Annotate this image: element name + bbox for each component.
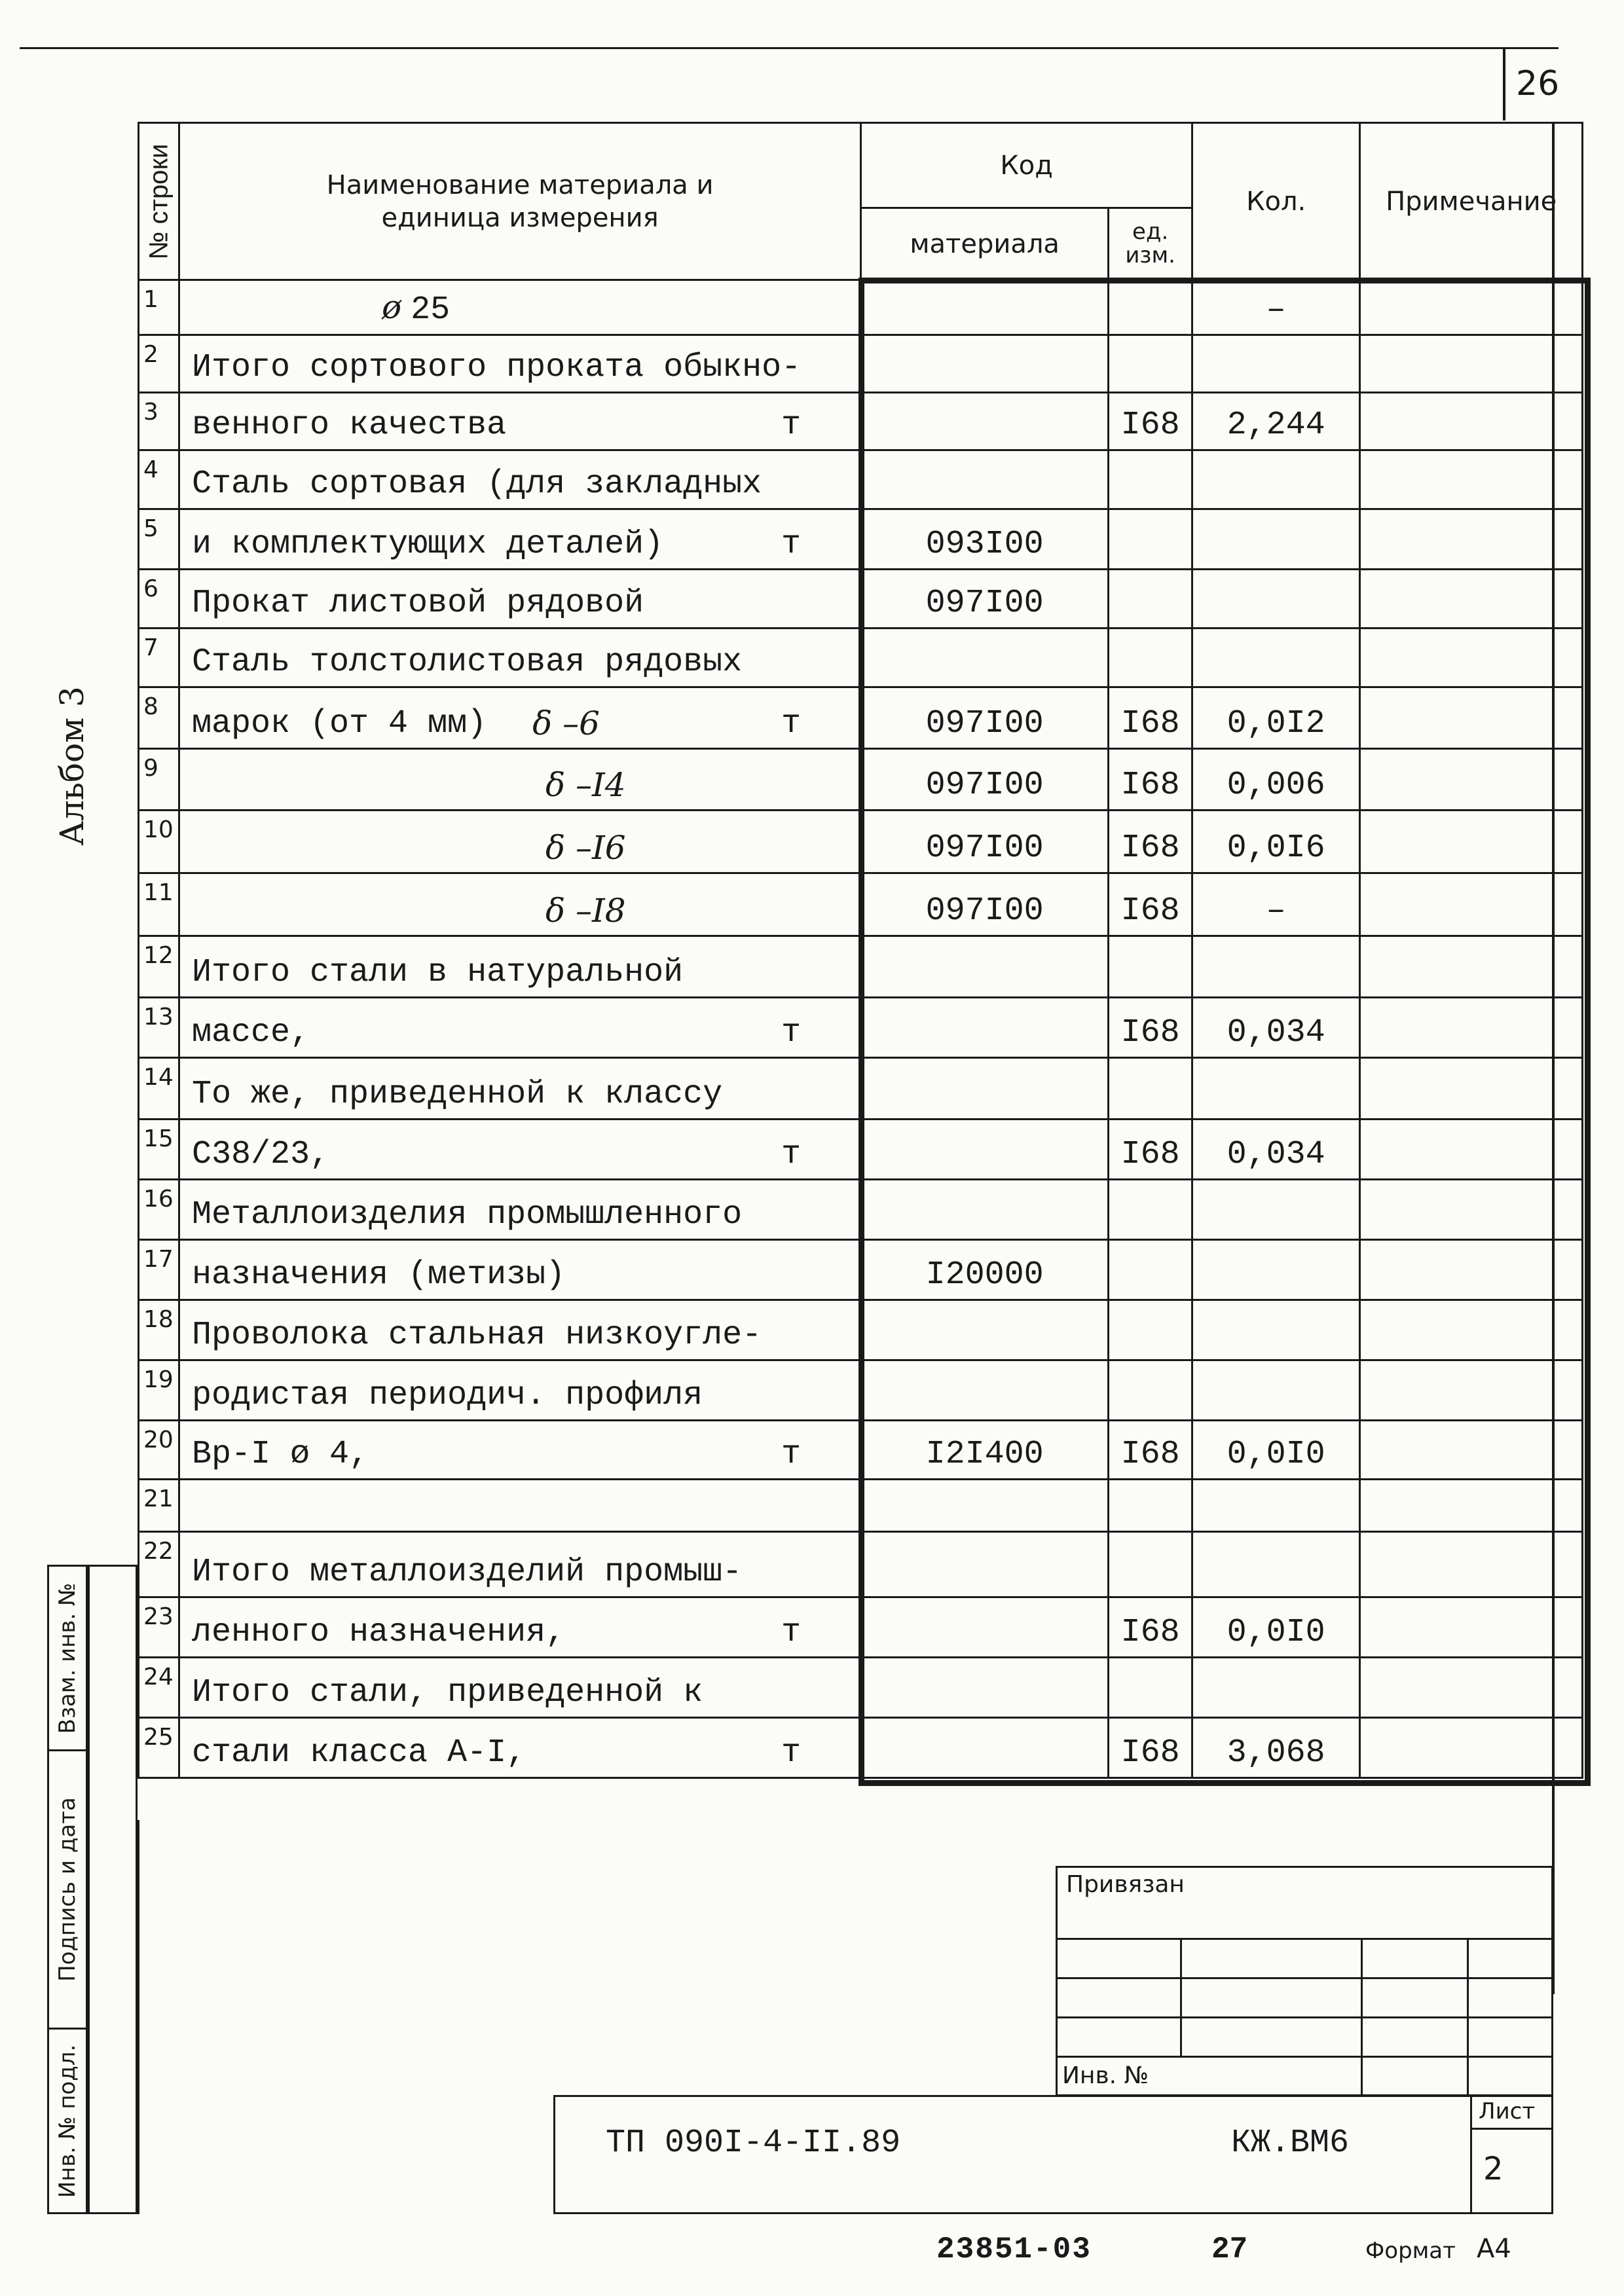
note: [1360, 1360, 1583, 1421]
material-name-text: Итого стали, приведенной к: [192, 1674, 703, 1711]
quantity: 0,006: [1192, 749, 1360, 811]
material-name: [179, 335, 861, 393]
quantity: [1192, 1058, 1360, 1120]
note: [1360, 936, 1583, 998]
material-code: [861, 1058, 1109, 1120]
material-code: 093I00: [861, 509, 1109, 570]
list-label: Лист: [1479, 2098, 1536, 2124]
material-code: 097I00: [861, 873, 1109, 936]
unit-code: I68: [1109, 687, 1192, 749]
material-code: [861, 629, 1109, 687]
row-number: 25: [139, 1718, 179, 1778]
unit-code: I68: [1109, 873, 1192, 936]
note: [1360, 393, 1583, 450]
table-row: [139, 1120, 1583, 1180]
stamp-inv-podl: [47, 2028, 88, 2214]
thickness-symbol: δ –I8: [545, 892, 626, 930]
unit-code: I68: [1109, 1120, 1192, 1180]
table-row: [139, 629, 1583, 687]
material-name: [179, 509, 861, 570]
note: [1360, 280, 1583, 335]
note: [1360, 1058, 1583, 1120]
unit-code: [1109, 280, 1192, 335]
table-row: [139, 998, 1583, 1058]
note: [1360, 335, 1583, 393]
table-row: [139, 687, 1583, 749]
unit-code: [1109, 1300, 1192, 1360]
quantity: –: [1192, 280, 1360, 335]
material-code: [861, 1480, 1109, 1532]
quantity: 3,068: [1192, 1718, 1360, 1778]
note: [1360, 629, 1583, 687]
quantity: [1192, 1240, 1360, 1300]
table-row: [139, 873, 1583, 936]
material-name-text: массе,: [192, 1014, 310, 1051]
material-code: [861, 1658, 1109, 1718]
row-number: 22: [139, 1532, 179, 1597]
table-row: [139, 1480, 1583, 1532]
table-row: [139, 1300, 1583, 1360]
unit-code: I68: [1109, 811, 1192, 873]
unit-label: т: [781, 526, 802, 563]
material-code: [861, 280, 1109, 335]
stamp-vzam-inv-text: Взам. инв. №: [54, 1582, 81, 1734]
unit-code: [1109, 570, 1192, 629]
diameter-symbol: ø: [382, 288, 402, 326]
note: [1360, 1597, 1583, 1658]
note: [1360, 811, 1583, 873]
privyazan-col-line-3: [1467, 1938, 1469, 2096]
note: [1360, 1180, 1583, 1240]
material-name-value: 25: [411, 291, 451, 329]
material-name: [179, 450, 861, 509]
material-code: [861, 1532, 1109, 1597]
unit-code: [1109, 1180, 1192, 1240]
material-name-text: Вр-I ø 4,: [192, 1436, 369, 1473]
row-number: 1: [139, 280, 179, 335]
stamp-inv-podl-text: Инв. № подл.: [54, 2044, 81, 2198]
header-name-line2: единица измерения: [381, 202, 659, 233]
row-number: 14: [139, 1058, 179, 1120]
material-name: [179, 393, 861, 450]
album-label-text: Альбом 3: [53, 686, 91, 846]
material-name-text: Металлоизделия промышленного: [192, 1196, 743, 1233]
quantity: [1192, 335, 1360, 393]
material-name-text: Итого сортового проката обыкно-: [192, 349, 802, 386]
row-number: 8: [139, 687, 179, 749]
material-code: [861, 1360, 1109, 1421]
table-row: [139, 1180, 1583, 1240]
quantity: [1192, 570, 1360, 629]
material-code: [861, 450, 1109, 509]
material-code: [861, 936, 1109, 998]
row-number: 21: [139, 1480, 179, 1532]
material-name: [179, 1421, 861, 1480]
header-code: Код: [861, 123, 1192, 208]
note: [1360, 450, 1583, 509]
thickness-symbol: δ –I6: [545, 829, 626, 867]
unit-code: [1109, 450, 1192, 509]
inv-no-label: Инв. №: [1062, 2062, 1149, 2089]
row-number: 18: [139, 1300, 179, 1360]
material-name-text: назначения (метизы): [192, 1256, 566, 1294]
material-name-text: Итого металлоизделий промыш-: [192, 1554, 743, 1591]
quantity: [1192, 1360, 1360, 1421]
sheet-number-box-left: [1503, 47, 1505, 120]
material-name: [179, 1058, 861, 1120]
privyazan-row-line-3: [1056, 2016, 1553, 2018]
material-name: [179, 1240, 861, 1300]
material-code: [861, 1300, 1109, 1360]
material-name-text: Проволока стальная низкоугле-: [192, 1317, 762, 1354]
table-row: [139, 1532, 1583, 1597]
unit-code: I68: [1109, 1597, 1192, 1658]
header-name-line1: Наименование материала и: [326, 170, 714, 200]
table-row: [139, 509, 1583, 570]
doc-code: ТП 090I-4-II.89: [606, 2124, 901, 2162]
row-number: 13: [139, 998, 179, 1058]
quantity: [1192, 450, 1360, 509]
sheet-number: 26: [1516, 64, 1560, 103]
header-material: материала: [861, 208, 1109, 280]
unit-label: т: [781, 1734, 802, 1772]
row-number: 7: [139, 629, 179, 687]
privyazan-row-line-4: [1056, 2056, 1553, 2058]
material-code: 097I00: [861, 749, 1109, 811]
unit-code: [1109, 335, 1192, 393]
material-code: 097I00: [861, 811, 1109, 873]
thickness-symbol: δ –6: [532, 704, 600, 742]
note: [1360, 687, 1583, 749]
quantity: [1192, 1532, 1360, 1597]
privyazan-col-line-2: [1361, 1938, 1363, 2096]
row-number: 3: [139, 393, 179, 450]
material-code: I2I400: [861, 1421, 1109, 1480]
thickness-symbol: δ –I4: [545, 766, 626, 804]
material-name: [179, 811, 861, 873]
material-name: [179, 629, 861, 687]
table-left-extension: [138, 1820, 139, 2214]
table-row: [139, 393, 1583, 450]
table-row: [139, 749, 1583, 811]
material-name: [179, 1532, 861, 1597]
row-number: 2: [139, 335, 179, 393]
row-number: 10: [139, 811, 179, 873]
privyazan-row-line-1: [1056, 1938, 1553, 1940]
stamp-vzam-inv: [47, 1565, 88, 1751]
quantity: [1192, 1658, 1360, 1718]
quantity: –: [1192, 873, 1360, 936]
quantity: 0,0I0: [1192, 1597, 1360, 1658]
table-row: [139, 936, 1583, 998]
row-number: 24: [139, 1658, 179, 1718]
material-name: [179, 936, 861, 998]
quantity: 0,034: [1192, 1120, 1360, 1180]
quantity: 0,0I2: [1192, 687, 1360, 749]
material-name: [179, 1480, 861, 1532]
unit-code: [1109, 509, 1192, 570]
material-name: [179, 749, 861, 811]
list-number: 2: [1483, 2151, 1504, 2187]
table-row: [139, 335, 1583, 393]
note: [1360, 1480, 1583, 1532]
table-row: [139, 1597, 1583, 1658]
material-code: [861, 998, 1109, 1058]
unit-label: т: [781, 407, 802, 444]
unit-code: [1109, 1360, 1192, 1421]
material-name-text: родистая периодич. профиля: [192, 1377, 703, 1414]
format-value: А4: [1477, 2234, 1511, 2264]
top-border-line: [20, 47, 1559, 49]
unit-code: I68: [1109, 749, 1192, 811]
row-number: 17: [139, 1240, 179, 1300]
material-name-text: Итого стали в натуральной: [192, 954, 684, 991]
material-code: 097I00: [861, 570, 1109, 629]
row-number: 23: [139, 1597, 179, 1658]
stamp-podpis-data-text: Подпись и дата: [54, 1797, 81, 1982]
album-label: [52, 655, 92, 877]
row-number: 16: [139, 1180, 179, 1240]
format-label: Формат: [1365, 2238, 1456, 2264]
unit-label: т: [781, 1014, 802, 1051]
privyazan-row-line-2: [1056, 1977, 1553, 1979]
material-code: [861, 1120, 1109, 1180]
table-row: [139, 1360, 1583, 1421]
note: [1360, 1421, 1583, 1480]
table-row: [139, 280, 1583, 335]
table-row: [139, 1658, 1583, 1718]
row-number: 12: [139, 936, 179, 998]
list-box-left-line: [1470, 2095, 1472, 2214]
quantity: 0,0I6: [1192, 811, 1360, 873]
table-row: [139, 1240, 1583, 1300]
material-name-text: С38/23,: [192, 1136, 330, 1173]
unit-label: т: [781, 1136, 802, 1173]
note: [1360, 1120, 1583, 1180]
table-row: [139, 1058, 1583, 1120]
quantity: 0,034: [1192, 998, 1360, 1058]
quantity: [1192, 1300, 1360, 1360]
unit-code: [1109, 936, 1192, 998]
material-name: [179, 873, 861, 936]
unit-code: I68: [1109, 1421, 1192, 1480]
unit-code: [1109, 1480, 1192, 1532]
list-box-mid-line: [1470, 2128, 1553, 2130]
material-name: [179, 998, 861, 1058]
row-number: 15: [139, 1120, 179, 1180]
table-row: [139, 450, 1583, 509]
quantity: [1192, 629, 1360, 687]
table-row: [139, 811, 1583, 873]
unit-label: т: [781, 1436, 802, 1473]
material-code: [861, 1180, 1109, 1240]
material-name: [179, 570, 861, 629]
material-code: 097I00: [861, 687, 1109, 749]
material-name: [179, 1597, 861, 1658]
material-name-text: То же, приведенной к классу: [192, 1076, 723, 1113]
table-body: [139, 280, 1583, 1778]
material-name: [179, 1718, 861, 1778]
note: [1360, 570, 1583, 629]
row-number: 20: [139, 1421, 179, 1480]
note: [1360, 1300, 1583, 1360]
material-name: [179, 687, 861, 749]
material-name-text: Сталь толстолистовая рядовых: [192, 644, 743, 681]
row-number: 5: [139, 509, 179, 570]
unit-code: [1109, 1240, 1192, 1300]
note: [1360, 1658, 1583, 1718]
unit-code: [1109, 629, 1192, 687]
note: [1360, 509, 1583, 570]
quantity: [1192, 936, 1360, 998]
material-name-text: ленного назначения,: [192, 1614, 566, 1651]
header-unit-line2: изм.: [1125, 242, 1175, 268]
note: [1360, 1240, 1583, 1300]
row-number: 19: [139, 1360, 179, 1421]
row-number: 6: [139, 570, 179, 629]
stamp-podpis-data: [47, 1749, 88, 2030]
row-number: 9: [139, 749, 179, 811]
material-name-text: Прокат листовой рядовой: [192, 585, 644, 622]
note: [1360, 998, 1583, 1058]
unit-code: [1109, 1532, 1192, 1597]
unit-label: т: [781, 705, 802, 742]
unit-code: I68: [1109, 393, 1192, 450]
material-name-text: [192, 288, 450, 329]
header-unit: [1109, 208, 1192, 280]
material-code: [861, 1597, 1109, 1658]
quantity: [1192, 1480, 1360, 1532]
privyazan-col-line-1: [1180, 1938, 1182, 2056]
material-name-text: Сталь сортовая (для закладных: [192, 465, 762, 503]
table-row: [139, 570, 1583, 629]
note: [1360, 1532, 1583, 1597]
doc-mark: КЖ.ВМ6: [1231, 2124, 1350, 2162]
material-spec-table: [138, 122, 1583, 1779]
material-code: I20000: [861, 1240, 1109, 1300]
unit-code: [1109, 1658, 1192, 1718]
header-row-number: № строки: [139, 123, 179, 280]
material-name: [179, 1300, 861, 1360]
header-unit-line1: ед.: [1132, 218, 1169, 245]
privyazan-label: Привязан: [1066, 1871, 1185, 1898]
material-name-text: и комплектующих деталей): [192, 526, 664, 563]
material-name-text: стали класса А-I,: [192, 1734, 526, 1772]
material-code: [861, 393, 1109, 450]
header-name: [179, 123, 861, 280]
header-qty: Кол.: [1192, 123, 1360, 280]
table-row: [139, 1718, 1583, 1778]
material-name: [179, 1360, 861, 1421]
table-row: [139, 1421, 1583, 1480]
material-name: [179, 280, 861, 335]
quantity: 0,0I0: [1192, 1421, 1360, 1480]
unit-code: I68: [1109, 1718, 1192, 1778]
quantity: [1192, 1180, 1360, 1240]
material-name-text: венного качества: [192, 407, 507, 444]
note: [1360, 1718, 1583, 1778]
header-note: Примечание: [1360, 123, 1583, 280]
unit-label: т: [781, 1614, 802, 1651]
material-code: [861, 1718, 1109, 1778]
unit-code: I68: [1109, 998, 1192, 1058]
quantity: [1192, 509, 1360, 570]
note: [1360, 873, 1583, 936]
unit-code: [1109, 1058, 1192, 1120]
order-number: 23851-03: [936, 2232, 1092, 2267]
page-number: 27: [1211, 2232, 1248, 2267]
row-number: 11: [139, 873, 179, 936]
material-name: [179, 1180, 861, 1240]
row-number: 4: [139, 450, 179, 509]
material-name: [179, 1658, 861, 1718]
material-name-text: марок (от 4 мм): [192, 705, 487, 742]
stamp-column-2: [88, 1565, 138, 2214]
material-name: [179, 1120, 861, 1180]
note: [1360, 749, 1583, 811]
material-code: [861, 335, 1109, 393]
quantity: 2,244: [1192, 393, 1360, 450]
